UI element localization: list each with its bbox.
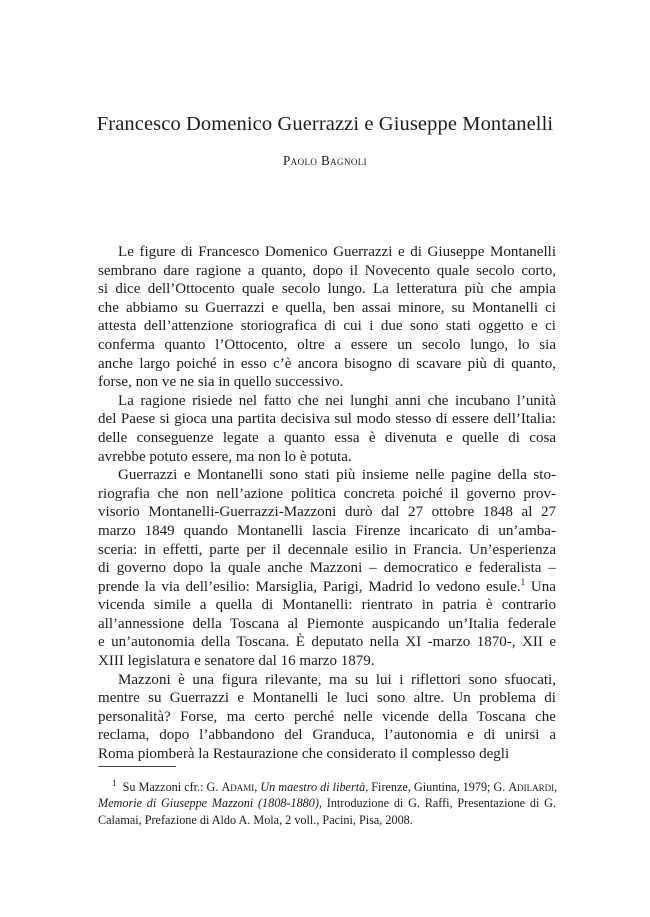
body-text (98, 243, 556, 764)
text-line: sceria: in effetti, parte per il decennale esilio in Francia. Un’esperienza (98, 541, 556, 558)
text-line: all’annessione della Toscana al Piemonte auspicando un’Italia federale (98, 615, 556, 632)
paragraph (98, 243, 556, 392)
text-line: mentre su Guerrazzi e Montanelli le luci sono altre. Un problema di (98, 690, 556, 707)
footnote (98, 779, 556, 828)
text-line: e un’autonomia della Toscana. È deputato nella XI -marzo 1870-, XII e (98, 634, 556, 651)
text-line: personalità? Forse, ma certo perché nelle vicende della Toscana che (98, 708, 556, 725)
text-line: visorio Montanelli-Guerrazzi-Mazzoni durò dal 27 ottobre 1848 al 27 (98, 504, 556, 521)
footnote-text: Calamai, Prefazione di Aldo A. Mola, 2 voll., Pacini, Pisa, 2008. (98, 812, 413, 827)
text-line: reclama, dopo l’abbandono del Granduca, l’autonomia e di unirsi a (98, 727, 556, 744)
footnote-text: Adami (221, 780, 255, 794)
footnote-separator (98, 766, 176, 767)
footnote-text: , Firenze, Giuntina, 1979; G. (365, 780, 509, 794)
footnote-text: , Introduzione di G. Raffi, Presentazione di G. (318, 796, 556, 811)
text-line: si dice dell’Ottocento quale secolo lungo. La letteratura più che ampia (98, 281, 556, 298)
footnote-line (98, 812, 556, 828)
footnote-line (98, 779, 556, 795)
text-line: avrebbe potuto essere, ma non lo è potuta. (98, 448, 352, 465)
text-line: del Paese si gioca una partita decisiva sul modo stesso di essere dell’Italia: (98, 411, 556, 428)
paragraph (98, 392, 556, 466)
paragraph (98, 466, 556, 671)
text-line: conferma quanto l’Ottocento, oltre a essere un secolo lungo, lo sia (98, 336, 556, 353)
author-name: Paolo Bagnoli (282, 153, 368, 168)
text-line: prende la via dell’esilio: Marsiglia, Parigi, Madrid lo vedono esule.$^1$ Una (98, 576, 556, 595)
text-line: delle conseguenze legate a quanto essa è divenuta e quelle di cosa (98, 429, 556, 446)
text-line: anche largo poiché in esso c’è ancora bisogno di scavare più di quanto, (98, 355, 556, 372)
text-line: Roma piomberà la Restaurazione che considerato il complesso degli (98, 746, 510, 763)
footnote-line (98, 795, 556, 811)
text-line: sembrano dare ragione a quanto, dopo il Novecento quale secolo corto, (98, 262, 556, 279)
text-line: Guerrazzi e Montanelli sono stati più insieme nelle pagine della sto- (118, 467, 556, 484)
footnote-marker[interactable]: 1 (520, 576, 526, 587)
text-line: riografia che non nell’azione politica concreta poiché il governo prov- (98, 485, 556, 502)
text-line: vicenda simile a quella di Montanelli: rientrato in patria è contrario (98, 597, 556, 614)
text-fragment: Una (525, 578, 556, 595)
footnote-text: Su Mazzoni cfr.: G. (122, 780, 222, 794)
text-line: Le figure di Francesco Domenico Guerrazzi e di Giuseppe Montanelli (118, 244, 556, 260)
paragraph (98, 671, 556, 764)
footnote-text: , (254, 780, 261, 794)
footnote-text: Memorie di Giuseppe Mazzoni (1808-1880) (98, 796, 319, 811)
text-line: XIII legislatura e senatore dal 16 marzo 1879. (98, 653, 375, 670)
text-line: di governo dopo la quale anche Mazzoni – democratico e federalista – (98, 560, 556, 577)
text-line: forse, non ve ne sia in quello successivo. (98, 374, 344, 391)
footnote-text: Adilardi (508, 780, 555, 794)
footnote-text: Un maestro di libertà (260, 780, 366, 794)
text-line: che abbiamo su Guerrazzi e quella, ben assai minore, su Montanelli ci (98, 299, 556, 316)
footnote-number: 1 (112, 777, 117, 788)
text-line: marzo 1849 quando Montanelli lascia Firenze incaricato di un’amba- (98, 522, 556, 539)
text-line: Mazzoni è una figura rilevante, ma su lui i riflettori sono sfuocati, (118, 671, 556, 688)
text-line: La ragione risiede nel fatto che nei lunghi anni che incubano l’unità (118, 392, 556, 409)
text-line: attesta dell’attenzione storiografica di cui i due sono stati oggetto e ci (98, 318, 556, 335)
footnote-text: , (554, 780, 558, 794)
article-title: Francesco Domenico Guerrazzi e Giuseppe Montanelli (96, 113, 554, 135)
